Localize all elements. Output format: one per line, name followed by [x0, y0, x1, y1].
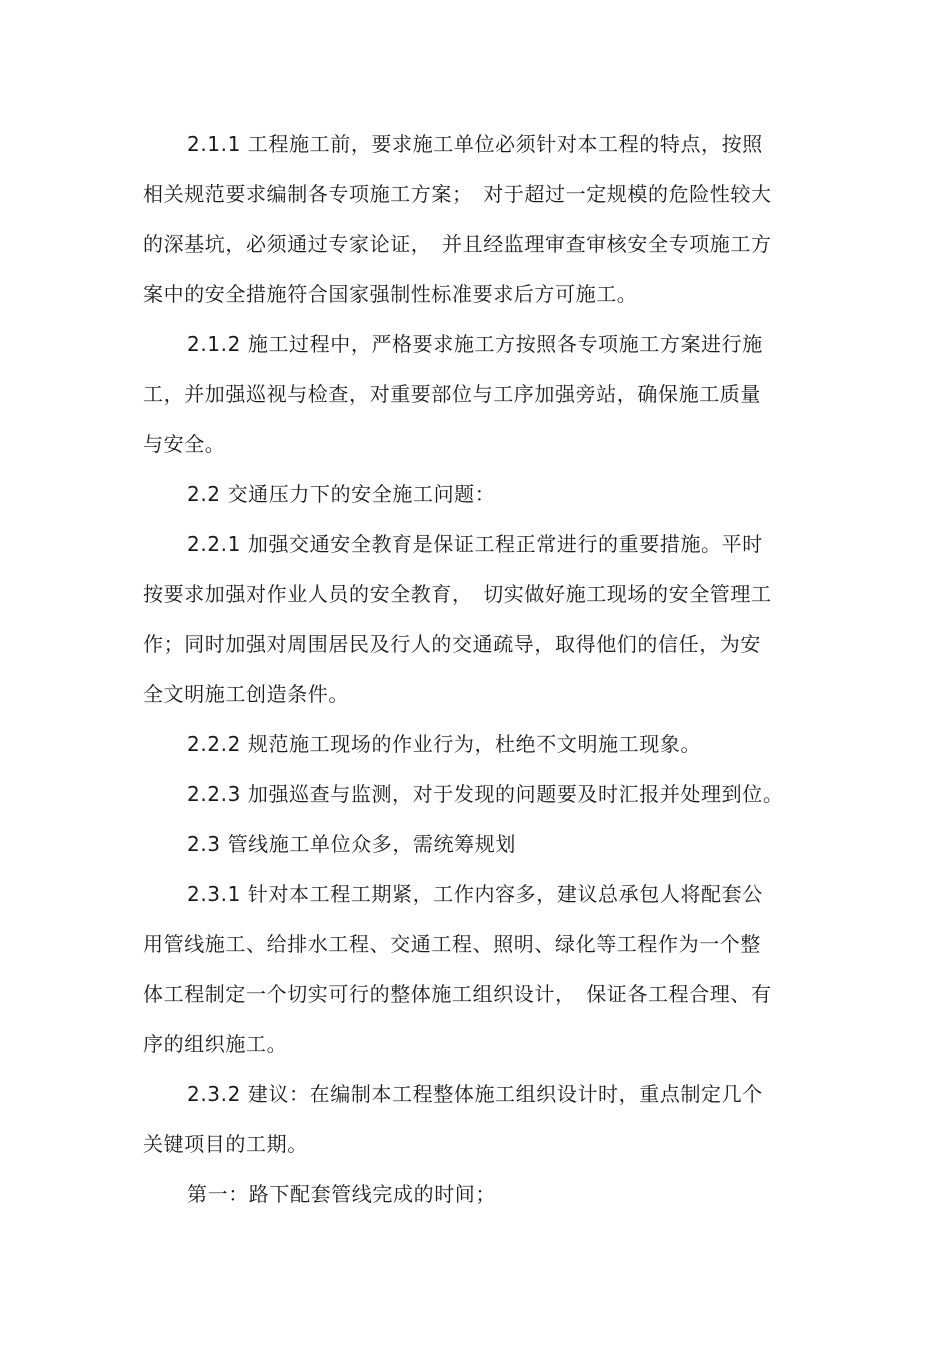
text-line: 按要求加强对作业人员的安全教育， 切实做好施工现场的安全管理工: [143, 582, 772, 606]
text-line: 工，并加强巡视与检查，对重要部位与工序加强旁站，确保施工质量: [143, 382, 761, 406]
text-line: 作；同时加强对周围居民及行人的交通疏导，取得他们的信任，为安: [143, 632, 761, 656]
text-line: 相关规范要求编制各专项施工方案； 对于超过一定规模的危险性较大: [143, 182, 772, 206]
text-line: 2.3.2 建议：在编制本工程整体施工组织设计时，重点制定几个: [187, 1082, 763, 1106]
text-line: 2.2.1 加强交通安全教育是保证工程正常进行的重要措施。平时: [187, 532, 763, 556]
text-line: 2.2.3 加强巡查与监测，对于发现的问题要及时汇报并处理到位。: [187, 782, 784, 806]
text-line: 2.2.2 规范施工现场的作业行为，杜绝不文明施工现象。: [187, 732, 702, 756]
text-line: 2.1.1 工程施工前，要求施工单位必须针对本工程的特点，按照: [187, 132, 763, 156]
text-line: 全文明施工创造条件。: [143, 682, 349, 706]
text-line: 序的组织施工。: [143, 1032, 288, 1056]
text-line: 关键项目的工期。: [143, 1132, 308, 1156]
text-line: 体工程制定一个切实可行的整体施工组织设计， 保证各工程合理、有: [143, 982, 772, 1006]
text-line: 的深基坑，必须通过专家论证， 并且经监理审查审核安全专项施工方: [143, 232, 772, 256]
text-line: 与安全。: [143, 432, 226, 456]
text-line: 2.1.2 施工过程中，严格要求施工方按照各专项施工方案进行施: [187, 332, 763, 356]
text-line: 2.3.1 针对本工程工期紧，工作内容多，建议总承包人将配套公: [187, 882, 763, 906]
text-line: 案中的安全措施符合国家强制性标准要求后方可施工。: [143, 282, 638, 306]
text-line: 第一：路下配套管线完成的时间；: [187, 1182, 496, 1206]
section-heading: 2.3 管线施工单位众多，需统筹规划: [187, 832, 516, 856]
section-heading: 2.2 交通压力下的安全施工问题：: [187, 482, 496, 506]
text-line: 用管线施工、给排水工程、交通工程、照明、绿化等工程作为一个整: [143, 932, 761, 956]
